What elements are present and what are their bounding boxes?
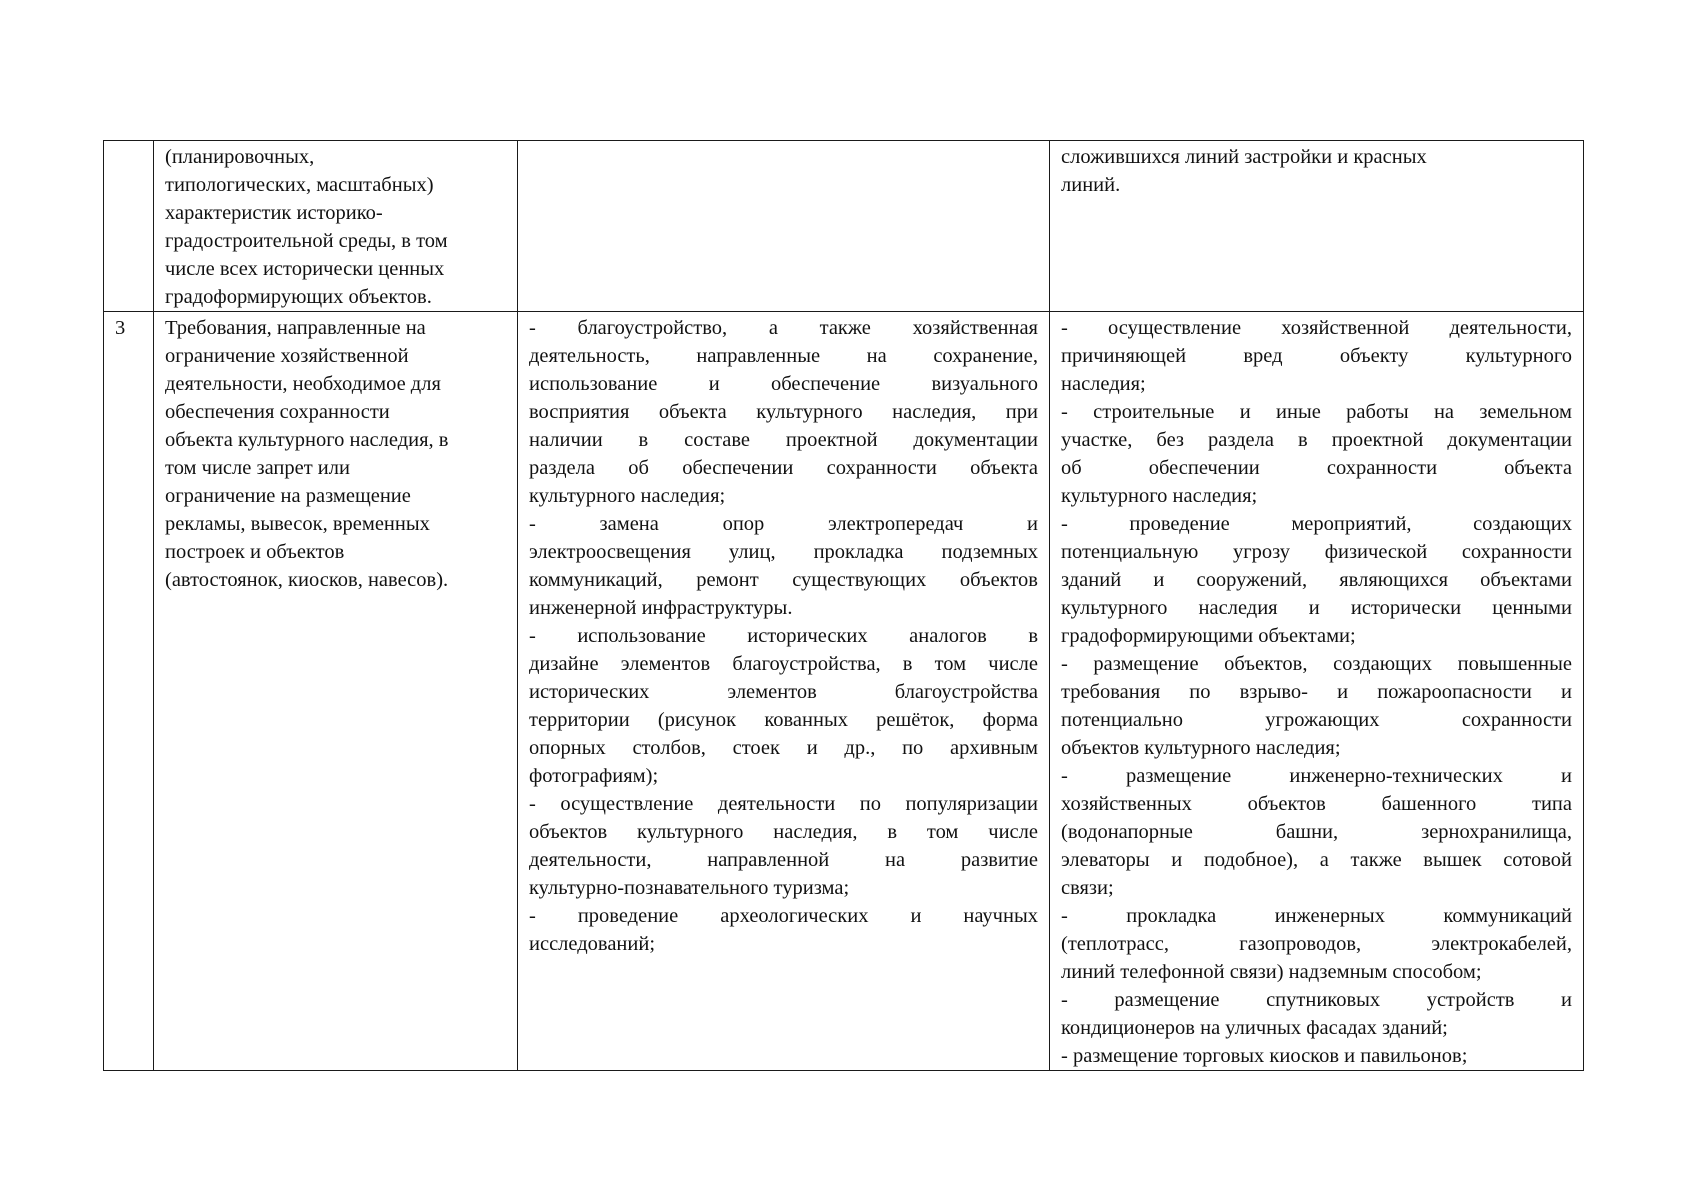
text-line: (теплотрасс, газопроводов, электрокабелей, — [1061, 933, 1572, 955]
text-line: объекта культурного наследия, в — [165, 429, 449, 451]
text-line: градоформирующими объектами; — [1061, 625, 1356, 647]
text-line: фотографиям); — [529, 765, 659, 787]
text-line: хозяйственных объектов башенного типа — [1061, 793, 1572, 815]
forbidden-activity-cell — [1050, 141, 1584, 312]
text-line: - осуществление хозяйственной деятельности, — [1061, 317, 1572, 339]
text-line: наследия; — [1061, 373, 1146, 395]
text-line: опорных столбов, стоек и др., по архивным — [529, 737, 1038, 759]
text-line: связи; — [1061, 877, 1114, 899]
text-line: (планировочных, — [165, 146, 315, 168]
text-line: причиняющей вред объекту культурного — [1061, 345, 1572, 367]
text-line: - замена опор электропередач и — [529, 513, 1038, 535]
text-line: - строительные и иные работы на земельном — [1061, 401, 1572, 423]
table-row-continuation — [104, 141, 1584, 312]
forbidden-activity-cell — [1050, 312, 1584, 1071]
text-line: (автостоянок, киосков, навесов). — [165, 569, 449, 591]
text-line: потенциально угрожающих сохранности — [1061, 709, 1572, 731]
text-line: сложившихся линий застройки и красных — [1061, 146, 1427, 168]
text-line: - благоустройство, а также хозяйственная — [529, 317, 1038, 339]
forbidden-activity-text — [1061, 143, 1572, 199]
text-line: исследований; — [529, 933, 656, 955]
text-line: об обеспечении сохранности объекта — [1061, 457, 1572, 479]
text-line: - размещение торговых киосков и павильонов; — [1061, 1045, 1468, 1067]
row-number: 3 — [115, 317, 126, 339]
table-row-3 — [104, 312, 1584, 1071]
text-line: линий. — [1061, 174, 1121, 196]
text-line: электроосвещения улиц, прокладка подземных — [529, 541, 1038, 563]
requirement-name-cell — [154, 141, 518, 312]
text-line: (водонапорные башни, зернохранилища, — [1061, 821, 1572, 843]
allowed-activity-text — [529, 314, 1038, 958]
text-line: раздела об обеспечении сохранности объекта — [529, 457, 1038, 479]
text-line: зданий и сооружений, являющихся объектами — [1061, 569, 1572, 591]
text-line: ограничение на размещение — [165, 485, 411, 507]
text-line: использование и обеспечение визуального — [529, 373, 1038, 395]
text-line: - размещение инженерно-технических и — [1061, 765, 1572, 787]
text-line: исторических элементов благоустройства — [529, 681, 1038, 703]
text-line: характеристик историко- — [165, 202, 383, 224]
text-line: деятельности, необходимое для — [165, 373, 441, 395]
text-line: построек и объектов — [165, 541, 345, 563]
requirements-table — [103, 140, 1584, 1071]
text-line: линий телефонной связи) надземным способом; — [1061, 961, 1482, 983]
text-line: - размещение спутниковых устройств и — [1061, 989, 1572, 1011]
text-line: инженерной инфраструктуры. — [529, 597, 793, 619]
text-line: элеваторы и подобное), а также вышек сотовой — [1061, 849, 1572, 871]
text-line: рекламы, вывесок, временных — [165, 513, 430, 535]
text-line: градоформирующих объектов. — [165, 286, 432, 308]
text-line: культурного наследия; — [529, 485, 726, 507]
text-line: деятельности, направленной на развитие — [529, 849, 1038, 871]
text-line: Требования, направленные на — [165, 317, 426, 339]
text-line: - проведение археологических и научных — [529, 905, 1038, 927]
text-line: ограничение хозяйственной — [165, 345, 409, 367]
text-line: объектов культурного наследия; — [1061, 737, 1341, 759]
text-line: коммуникаций, ремонт существующих объектов — [529, 569, 1038, 591]
text-line: объектов культурного наследия, в том числе — [529, 821, 1038, 843]
text-line: - осуществление деятельности по популяризации — [529, 793, 1038, 815]
requirement-name-text — [165, 314, 506, 594]
text-line: дизайне элементов благоустройства, в том числе — [529, 653, 1038, 675]
text-line: восприятия объекта культурного наследия, при — [529, 401, 1038, 423]
row-number-cell — [104, 312, 154, 1071]
text-line: территории (рисунок кованных решёток, форма — [529, 709, 1038, 731]
requirement-name-cell — [154, 312, 518, 1071]
text-line: - проведение мероприятий, создающих — [1061, 513, 1572, 535]
text-line: кондиционеров на уличных фасадах зданий; — [1061, 1017, 1448, 1039]
text-line: обеспечения сохранности — [165, 401, 390, 423]
allowed-activity-cell — [518, 141, 1050, 312]
row-number-cell — [104, 141, 154, 312]
text-line: культурного наследия и исторически ценными — [1061, 597, 1572, 619]
text-line: деятельность, направленные на сохранение, — [529, 345, 1038, 367]
text-line: культурного наследия; — [1061, 485, 1258, 507]
text-line: культурно-познавательного туризма; — [529, 877, 850, 899]
text-line: - прокладка инженерных коммуникаций — [1061, 905, 1572, 927]
text-line: участке, без раздела в проектной документации — [1061, 429, 1572, 451]
text-line: - размещение объектов, создающих повышенные — [1061, 653, 1572, 675]
text-line: требования по взрыво- и пожароопасности и — [1061, 681, 1572, 703]
text-line: том числе запрет или — [165, 457, 350, 479]
text-line: типологических, масштабных) — [165, 174, 434, 196]
text-line: наличии в составе проектной документации — [529, 429, 1038, 451]
text-line: градостроительной среды, в том — [165, 230, 448, 252]
text-line: потенциальную угрозу физической сохранности — [1061, 541, 1572, 563]
allowed-activity-cell — [518, 312, 1050, 1071]
text-line: числе всех исторически ценных — [165, 258, 445, 280]
forbidden-activity-text — [1061, 314, 1572, 1070]
text-line: - использование исторических аналогов в — [529, 625, 1038, 647]
requirement-name-text — [165, 143, 506, 311]
